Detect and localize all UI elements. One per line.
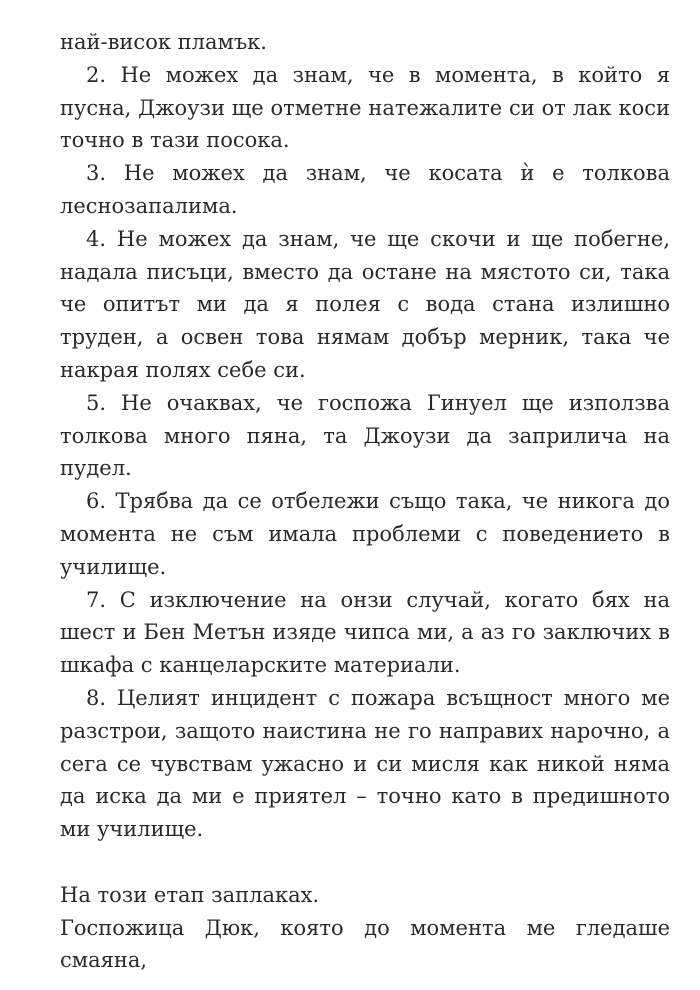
list-item-3: 3. Не можех да знам, че косата ѝ е толкова леснозапалима. [60, 161, 670, 218]
narrative-line-2: Госпожица Дюк, която до момента ме гледаше смаяна, [60, 915, 670, 973]
document-page [60, 26, 670, 977]
list-item-2: 2. Не можех да знам, че в момента, в който я пусна, Джоузи ще отметне натежалите си от лак коси точно в тази посока. [60, 62, 670, 153]
list-item-5: 5. Не очаквах, че госпожа Гинуел ще използва толкова много пяна, та Джоузи да заприлича на пудел. [60, 390, 670, 481]
narrative-line-1: На този етап заплаках. [60, 882, 320, 907]
paragraph-gap [60, 846, 670, 879]
list-item-4: 4. Не можех да знам, че ще скочи и ще побегне, надала писъци, вместо да остане на мястото си, така че опитът ми да я полея с вода стана излишно труден, а освен това нямам добър мерник, така че накрая полях себе си. [60, 226, 670, 382]
list-item-7: 7. С изключение на онзи случай, когато бях на шест и Бен Метън изяде чипса ми, а аз го заключих в шкафа с канцеларските материали. [60, 587, 670, 678]
list-item-8: 8. Целият инцидент с пожара всъщност много ме разстрои, защото наистина не го направих нарочно, а сега се чувствам ужасно и си мисля как никой няма да иска да ми е приятел – точно като в предишното ми училище. [60, 685, 670, 842]
list-item-6: 6. Трябва да се отбележи също така, че никога до момента не съм имала проблеми с поведението в училище. [60, 489, 670, 579]
paragraph-continuation: най-висок пламък. [60, 30, 267, 54]
